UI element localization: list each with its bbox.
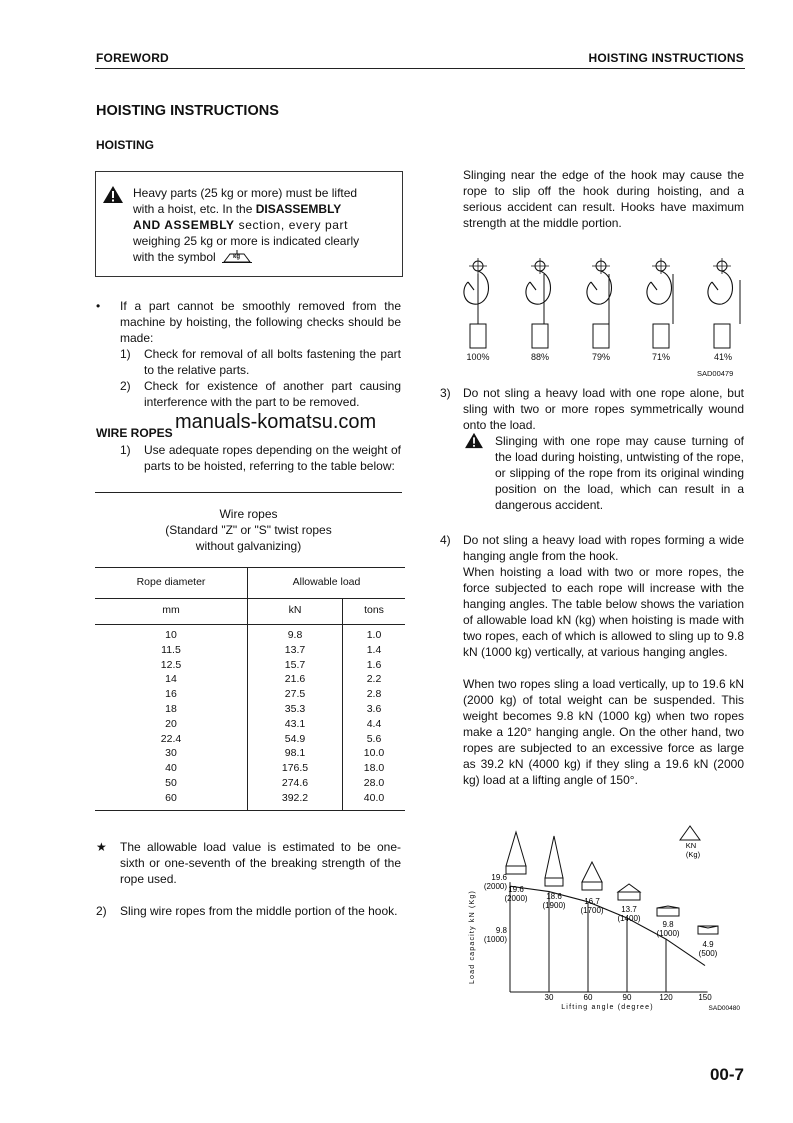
cell-diameter: 12.5: [160, 658, 182, 671]
load-sling-icon: [582, 862, 602, 890]
cell-tons: 4.4: [366, 717, 382, 730]
slinging-text: Slinging near the edge of the hook may cause the rope to slip off the hook during hoisting, and a serious accident can result. Hooks have maximum strength at the middle portion.: [463, 168, 744, 230]
cell-tons: 5.6: [366, 732, 382, 745]
item4-para-a: When hoisting a load with two or more ropes, the force subjected to each rope will increase with the hanging angles. The table below shows the variation of allowable load kN (kg) when hoisting is made with two ropes, each of which is allowed to sling up to 9.8 kN (1000 kg) vertically, at various hanging angles.: [463, 565, 744, 659]
kg-symbol-label: kg: [233, 254, 241, 260]
wire-ropes-table: [95, 567, 405, 812]
bullet-item1-num: 1): [120, 347, 131, 361]
chart-code: SAD00480: [708, 1005, 740, 1012]
cell-kn: 35.3: [284, 703, 306, 715]
load-capacity-chart: [458, 822, 754, 1018]
hook-icon: [464, 258, 489, 348]
cell-tons: 40.0: [363, 791, 385, 804]
load-sling-icon: [545, 836, 563, 886]
table-row: [95, 792, 405, 806]
item4-text: Do not sling a heavy load with ropes forming a wide hanging angle from the hook.: [463, 533, 744, 563]
point-label-kg: (1000): [656, 929, 680, 938]
item4-para-b: When two ropes sling a load vertically, up to 19.6 kN (2000 kg) of total weight can be suspended. This weight becomes 9.8 kN (1000 kg) when two ropes make a 120° hanging angle. On the other hand, two ropes are subjected to an excessive force as large as 39.2 kN (4000 kg) if they sling a 19.6 kN (2000 kg) load at a lifting angle of 150°.: [463, 677, 744, 787]
cell-diameter: 60: [165, 791, 177, 804]
warning-line1: Heavy parts (25 kg or more) must be lifted: [133, 186, 358, 200]
th-unit-mm: mm: [162, 604, 180, 616]
bullet-text: If a part cannot be smoothly removed from the machine by hoisting, the following checks should be made:: [120, 299, 401, 345]
header-right: HOISTING INSTRUCTIONS: [588, 51, 744, 65]
x-axis-label: Lifting angle (degree): [561, 1004, 654, 1011]
point-label-kn: 13.7: [621, 905, 637, 914]
cell-diameter: 18: [165, 703, 177, 715]
point-label-kn: 16.7: [584, 897, 600, 906]
hook-percent-2: 88%: [530, 352, 549, 362]
item3-num: 3): [440, 386, 451, 400]
header-left: FOREWORD: [96, 51, 169, 65]
load-curve: [510, 886, 705, 965]
cell-diameter: 22.4: [160, 732, 182, 745]
table-row: [95, 688, 405, 702]
cell-diameter: 40: [165, 762, 177, 775]
cell-kn: 15.7: [284, 658, 306, 671]
cell-kn: 43.1: [284, 717, 306, 730]
warning-box: [95, 171, 403, 277]
load-sling-icon: [506, 832, 526, 874]
wire-item1-text: Use adequate ropes depending on the weight of parts to be hoisted, referring to the table below:: [144, 443, 401, 473]
point-label-kn: 9.8: [662, 920, 674, 929]
cell-tons: 3.6: [366, 703, 382, 715]
load-sling-icon: [698, 926, 718, 934]
table-row: [95, 703, 405, 717]
item3-text: Do not sling a heavy load with one rope alone, but sling with two or more ropes symmetrically wound onto the load.: [463, 386, 744, 432]
x-tick-label: 150: [698, 993, 712, 1002]
cell-diameter: 20: [165, 717, 177, 730]
x-tick-label: 30: [544, 993, 554, 1002]
kn-load-icon: [680, 826, 700, 840]
cell-kn: 54.9: [284, 732, 306, 745]
load-sling-icon: [657, 906, 679, 916]
table-row: [95, 644, 405, 658]
cell-kn: 274.6: [281, 777, 309, 789]
note-star-icon: ★: [96, 840, 107, 854]
table-row: [95, 629, 405, 643]
point-label-kg: (500): [698, 949, 718, 958]
cell-tons: 28.0: [363, 777, 385, 789]
cell-kn: 98.1: [284, 747, 306, 760]
hook-icon: [708, 258, 740, 348]
x-tick-label: 120: [659, 993, 673, 1002]
hook-percent-5: 41%: [713, 352, 732, 362]
cell-tons: 18.0: [363, 762, 385, 775]
cell-kn: 392.2: [281, 791, 309, 804]
bullet-item2-num: 2): [120, 379, 131, 393]
table-row: [95, 659, 405, 673]
point-label-kn: 19.6: [508, 885, 524, 894]
table-row: [95, 777, 405, 791]
load-sling-icon: [618, 884, 640, 900]
table-top-rule: [95, 492, 402, 493]
cell-kn: 27.5: [284, 688, 306, 701]
th-rope-diameter: Rope diameter: [136, 576, 206, 588]
cell-kn: 13.7: [284, 643, 306, 656]
cell-tons: 10.0: [363, 747, 385, 760]
note-text: The allowable load value is estimated to be one-sixth or one-seventh of the breaking strength of the rope used.: [120, 840, 401, 886]
warning-icon-2: [464, 432, 484, 449]
unit-label-kg: (Kg): [685, 850, 701, 859]
unit-label-kn: KN: [685, 841, 697, 850]
cell-kn: 21.6: [284, 673, 306, 686]
wire-item1-num: 1): [120, 443, 131, 457]
point-label-kg: (1900): [542, 901, 566, 910]
cell-diameter: 10: [165, 629, 177, 641]
warning-line5: with the symbol kg: [133, 249, 383, 265]
section-wire-ropes: WIRE ROPES: [96, 426, 173, 440]
warning-icon: [102, 185, 124, 204]
warning-line2: with a hoist, etc. In the DISASSEMBLY: [133, 202, 342, 216]
header-rule: [95, 68, 745, 69]
table-body: [95, 629, 405, 809]
cell-tons: 1.4: [366, 643, 382, 656]
table-row: [95, 747, 405, 761]
item2-text: Sling wire ropes from the middle portion of the hook.: [120, 904, 398, 918]
cell-tons: 2.2: [366, 673, 382, 686]
hook-diagram: [458, 256, 748, 382]
y-tick-kn: 9.8: [495, 926, 507, 936]
table-row: [95, 673, 405, 687]
item3-warning-text: Slinging with one rope may cause turning of the load during hoisting, untwisting of the rope, or slipping of the rope from its original winding position on the load, which can result in a dangerous accident.: [495, 434, 744, 512]
cell-kn: 9.8: [287, 629, 303, 641]
cell-diameter: 16: [165, 688, 177, 701]
warning-line4: weighing 25 kg or more is indicated clearly: [133, 234, 360, 248]
cell-diameter: 50: [165, 777, 177, 789]
point-label-kn: 18.6: [546, 892, 562, 901]
item2-num: 2): [96, 904, 107, 918]
x-tick-label: 60: [583, 993, 593, 1002]
cell-diameter: 11.5: [161, 643, 181, 656]
y-axis-label: Load capacity kN (Kg): [469, 889, 476, 985]
table-row: [95, 718, 405, 732]
section-hoisting: HOISTING: [96, 138, 155, 152]
watermark: manuals-komatsu.com: [175, 411, 377, 433]
th-allowable-load: Allowable load: [292, 576, 361, 588]
item4-num: 4): [440, 533, 451, 547]
page-title: HOISTING INSTRUCTIONS: [96, 103, 279, 119]
table-caption-1: Wire ropes: [219, 507, 278, 521]
bullet-item2-text: Check for existence of another part causing interference with the part to be removed.: [144, 379, 401, 409]
cell-diameter: 30: [165, 747, 177, 760]
cell-kn: 176.5: [281, 762, 309, 775]
hook-icon: [587, 258, 612, 348]
y-tick-kg: (1000): [483, 935, 507, 945]
th-unit-kn: kN: [288, 604, 302, 616]
bullet-mark: •: [96, 299, 101, 313]
table-row: [95, 733, 405, 747]
warning-line3: AND ASSEMBLY section, every part: [133, 218, 349, 232]
cell-tons: 2.8: [366, 688, 382, 701]
hook-percent-1: 100%: [466, 352, 490, 362]
table-caption-2: (Standard "Z" or "S" twist ropes: [165, 523, 332, 537]
page-number: 00-7: [709, 1065, 744, 1084]
y-tick-kg: (2000): [483, 882, 507, 892]
point-label-kg: (2000): [504, 894, 528, 903]
kg-symbol-icon: [222, 250, 252, 263]
cell-diameter: 14: [165, 673, 177, 686]
point-label-kn: 4.9: [702, 940, 714, 949]
hook-icon: [526, 258, 551, 348]
point-label-kg: (1400): [617, 914, 641, 923]
y-tick-kn: 19.6: [491, 873, 507, 883]
bullet-item1-text: Check for removal of all bolts fastening the part to the relative parts.: [144, 347, 401, 377]
table-row: [95, 762, 405, 776]
hook-percent-3: 79%: [591, 352, 610, 362]
hook-diagram-code: SAD00479: [697, 369, 734, 378]
cell-tons: 1.0: [366, 629, 382, 641]
table-caption-3: without galvanizing): [195, 539, 302, 553]
hook-percent-4: 71%: [651, 352, 670, 362]
x-tick-label: 90: [622, 993, 632, 1002]
th-unit-tons: tons: [364, 604, 384, 616]
cell-tons: 1.6: [366, 658, 382, 671]
hook-icon: [647, 258, 673, 348]
point-label-kg: (1700): [580, 906, 604, 915]
